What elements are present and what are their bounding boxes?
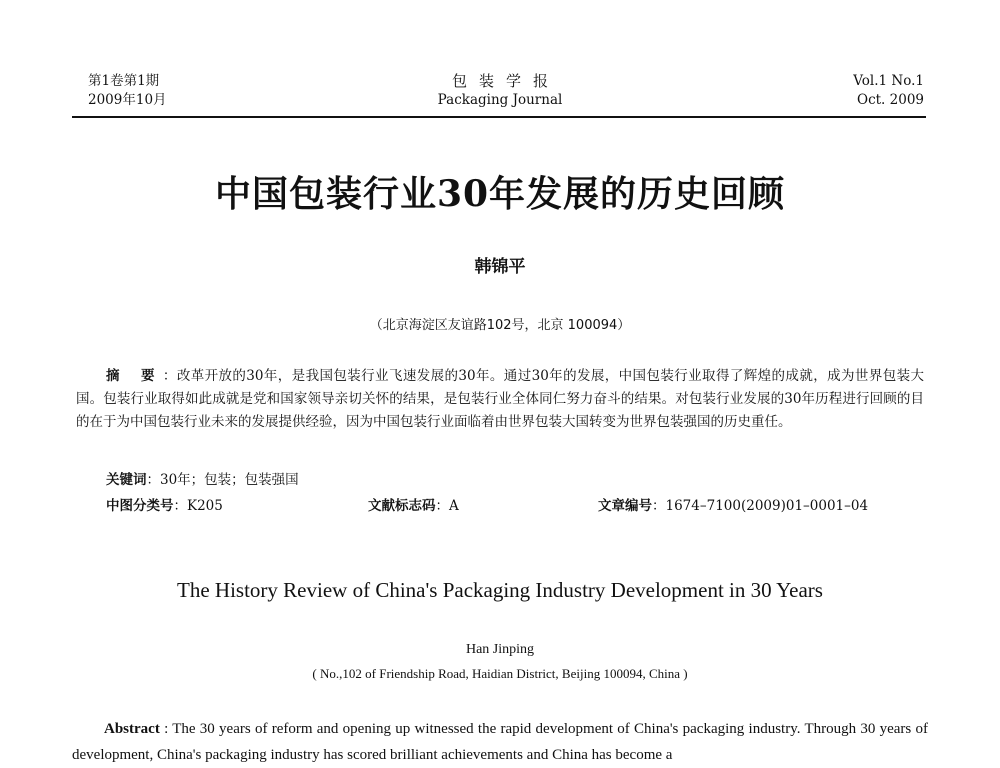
abstract-en-label: Abstract [104, 721, 160, 737]
clc-value: K205 [187, 498, 223, 514]
clc-number [106, 496, 223, 516]
document-code-separator: ： [435, 498, 449, 514]
abstract-cn-text: 改革开放的30年，是我国包装行业飞速发展的30年。通过30年的发展，中国包装行业取得了辉煌的成就，成为世界包装大国。包装行业取得如此成就是党和国家领导亲切关怀的结果，是包装行业全体同仁努力奋斗的结果。对包装行业发展的30年历程进行回顾的目的在于为中国包装行业未来的发展提供经验，因为中国包装行业面临着由世界包装大国转变为世界包装强国的历史重任。 [76, 368, 925, 430]
abstract-en-separator: : [159, 721, 173, 737]
abstract-cn-separator: ： [162, 368, 177, 384]
affiliation-en: ( No.,102 of Friendship Road, Haidian District, Beijing 100094, China ) [312, 666, 688, 681]
abstract-cn [76, 365, 924, 434]
document-code [368, 496, 459, 516]
header-journal-name [0, 72, 1000, 110]
article-number-value: 1674–7100(2009)01–0001–04 [665, 498, 869, 514]
keywords-cn-text: 30年；包装；包装强国 [160, 472, 299, 488]
document-code-label: 文献标志码 [368, 498, 436, 514]
header-vol-info-en [853, 72, 924, 110]
keywords-cn [106, 470, 299, 490]
header-journal-name-en: Packaging Journal [437, 92, 563, 108]
abstract-cn-label: 摘 要 [106, 368, 163, 384]
header-date-en: Oct. 2009 [857, 92, 924, 108]
affiliation-cn: （北京海淀区友谊路102号，北京 100094） [369, 318, 631, 333]
header-rule [72, 116, 926, 118]
document-code-value: A [449, 498, 459, 514]
clc-separator: ： [173, 498, 187, 514]
clc-label: 中图分类号 [106, 498, 174, 514]
article-number-separator: ： [652, 498, 666, 514]
header-journal-name-cn: 包装学报 [451, 72, 560, 90]
article-title-en: The History Review of China's Packaging Industry Development in 30 Years [177, 578, 823, 602]
header-vol-no-en: Vol.1 No.1 [853, 73, 924, 89]
header-date-cn: 2009年10月 [88, 92, 167, 108]
article-number [598, 496, 868, 516]
keywords-cn-label: 关键词 [106, 472, 147, 488]
article-title-cn: 中国包装行业30年发展的历史回顾 [214, 173, 786, 215]
abstract-en [72, 716, 928, 768]
author-en: Han Jinping [465, 642, 535, 657]
abstract-en-text: The 30 years of reform and opening up witnessed the rapid development of China's packaging industry. Through 30 years of development, China's packaging industry has scored brilliant achievements and China has become a [72, 721, 928, 763]
article-number-label: 文章编号 [598, 498, 652, 514]
header-volume-issue: 第1卷第1期 [88, 73, 160, 89]
keywords-cn-separator: ： [146, 472, 160, 488]
author-cn: 韩锦平 [474, 257, 526, 277]
